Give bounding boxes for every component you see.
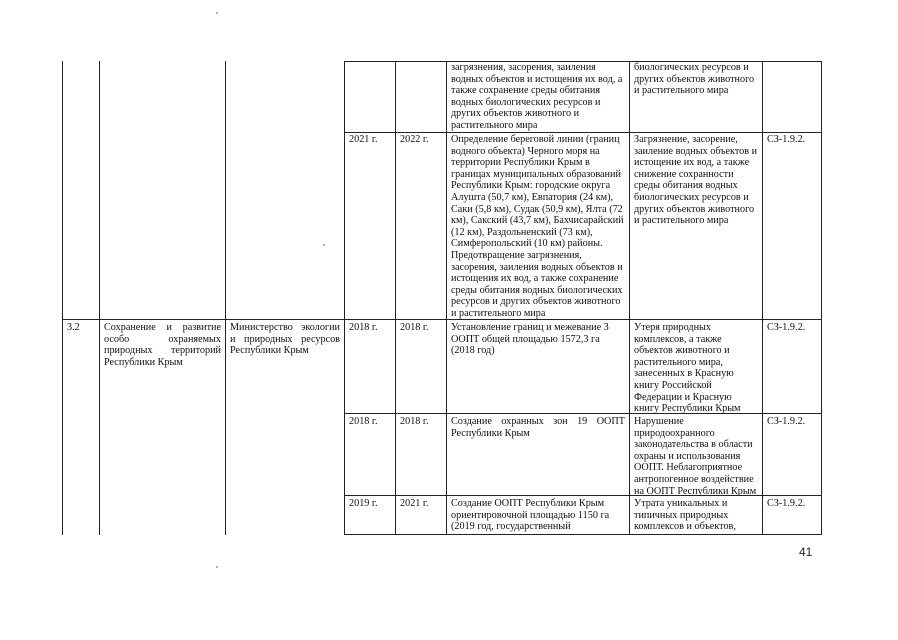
r32b-risk (630, 416, 762, 495)
r32b-measure (447, 416, 629, 439)
r32b-code-text: СЗ-1.9.2. (767, 416, 806, 427)
col-line-0 (62, 61, 63, 535)
r32c-start (345, 498, 395, 510)
r32b-start-text: 2018 г. (349, 416, 378, 427)
r32a-risk (630, 322, 762, 413)
r32a-risk-text: Утеря природных комплексов, а также объектов животного и растительного мира, занесенных в Красную книгу Российской Федерации и Красную книгу Республики Крым (634, 322, 741, 413)
r2021-end (396, 134, 446, 146)
r32-name (100, 322, 225, 368)
r2021-measure (447, 134, 629, 319)
scan-speck (216, 566, 218, 568)
r2021-measure-text: Определение береговой линии (границ водного объекта) Черного моря на территории Республики Крым в границах муниципальных образований Республики Крым: городские округа Алушта (50,7 км), Евпатория (24 км), Саки (5,8 км), Судак (50,9 км), Ялта (72 км), Сакский (43,7 км), Бахчисарайский (12 км), Раздольненский (73 км), Симферопольский (10 км) районы. Предотвращение загрязнения, засорения, заиления водных объектов и истощения их вод, а также сохранение среды обитания водных биологических ресурсов и других объектов животного и растительного мира (451, 134, 624, 319)
r32b-end (396, 416, 446, 428)
col-line-2 (225, 61, 226, 535)
cont-risk-text: биологических ресурсов и других объектов животного и растительного мира (634, 62, 755, 97)
r2021-start (345, 134, 395, 146)
cont-risk (630, 62, 762, 132)
r32-exec (226, 322, 344, 357)
r32b-start (345, 416, 395, 428)
r32a-start (345, 322, 395, 334)
r32b-code (763, 416, 821, 428)
r2021-start-text: 2021 г. (349, 134, 378, 145)
r32a-measure-text: Установление границ и межевание 3 ООПТ общей площадью 1572,3 га (2018 год) (451, 322, 609, 357)
r2021-end-text: 2022 г. (400, 134, 429, 145)
r32b-risk-text: Нарушение природоохранного законодательства в области охраны и использования ООПТ. Неблагоприятное антропогенное воздействие на ООПТ Республики Крым (634, 416, 757, 495)
r2021-code (763, 134, 821, 146)
r32a-code-text: СЗ-1.9.2. (767, 322, 806, 333)
r32c-risk (630, 498, 762, 534)
r32b-measure-text: Создание охранных зон 19 ООПТ Республики Крым (451, 416, 625, 439)
row-line-1 (344, 132, 822, 133)
r2021-risk (630, 134, 762, 319)
document-table (62, 61, 822, 535)
cont-measure (447, 62, 629, 132)
row-line-2 (62, 319, 822, 320)
r32a-measure (447, 322, 629, 357)
row-line-3 (344, 413, 822, 414)
row-line-bottom (344, 534, 822, 535)
r32c-start-text: 2019 г. (349, 498, 378, 509)
r32c-end-text: 2021 г. (400, 498, 429, 509)
scan-speck (323, 244, 325, 246)
r32a-end-text: 2018 г. (400, 322, 429, 333)
r32a-end (396, 322, 446, 334)
col-line-1 (99, 61, 100, 535)
r32a-code (763, 322, 821, 334)
r32-exec-text: Министерство экологии и природных ресурсов Республики Крым (230, 322, 340, 357)
cont-measure-text: загрязнения, засорения, заиления водных объектов и истощения их вод, а также сохранение среды обитания водных биологических ресурсов и других объектов животного и растительного мира (451, 62, 623, 131)
r32b-end-text: 2018 г. (400, 416, 429, 427)
r32c-measure-text: Создание ООПТ Республики Крым ориентировочной площадью 1150 га (2019 год, государственный (451, 498, 610, 533)
r32-num (63, 322, 99, 334)
r32-name-text: Сохранение и развитие особо охраняемых природных территорий Республики Крым (104, 322, 221, 368)
r32c-risk-text: Утрата уникальных и типичных природных комплексов и объектов, (634, 498, 736, 533)
r2021-code-text: СЗ-1.9.2. (767, 134, 806, 145)
page-number: 41 (799, 545, 813, 559)
r32a-start-text: 2018 г. (349, 322, 378, 333)
r32c-end (396, 498, 446, 510)
r32c-code (763, 498, 821, 510)
r32c-measure (447, 498, 629, 534)
r2021-risk-text: Загрязнение, засорение, заиление водных объектов и истощение их вод, а также снижение сохранности среды обитания водных биологических ресурсов и других объектов животного и растительного мира (634, 134, 758, 227)
row-line-4 (344, 495, 822, 496)
r32-num-text: 3.2 (67, 322, 80, 333)
r32c-code-text: СЗ-1.9.2. (767, 498, 806, 509)
scan-speck (216, 12, 218, 14)
